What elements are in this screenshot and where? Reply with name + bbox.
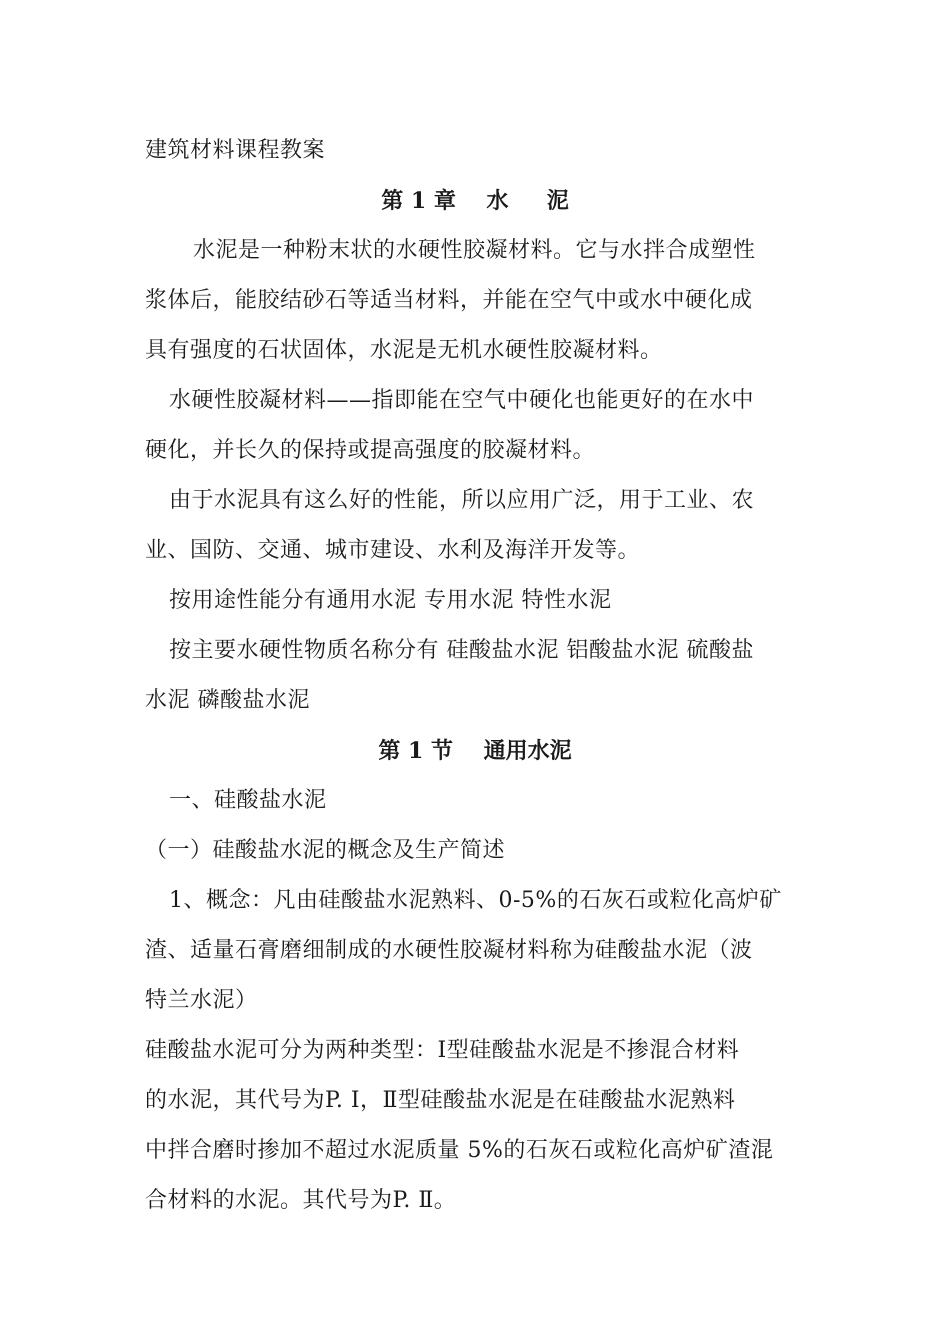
paragraph-line: 1、概念：凡由硅酸盐水泥熟料、0-5%的石灰石或粒化高炉矿 (169, 888, 782, 913)
paragraph-line: 按用途性能分有通用水泥 专用水泥 特性水泥 (169, 588, 612, 613)
paragraph-line: 水泥 磷酸盐水泥 (145, 688, 310, 713)
paragraph-line: 特兰水泥） (145, 988, 258, 1013)
paragraph-line: 具有强度的石状固体，水泥是无机水硬性胶凝材料。 (145, 338, 663, 363)
paragraph-line: 按主要水硬性物质名称分有 硅酸盐水泥 铝酸盐水泥 硫酸盐 (169, 638, 754, 663)
paragraph-line: 水硬性胶凝材料——指即能在空气中硬化也能更好的在水中 (169, 388, 755, 413)
paragraph-line: 业、国防、交通、城市建设、水利及海洋开发等。 (145, 538, 641, 563)
section-heading: 第 1 节 通用水泥 (378, 738, 572, 764)
subsection-heading: （一）硅酸盐水泥的概念及生产简述 (145, 838, 506, 863)
paragraph-line: 渣、适量石膏磨细制成的水硬性胶凝材料称为硅酸盐水泥（波 (145, 938, 753, 963)
paragraph-line: 合材料的水泥。其代号为P. Ⅱ。 (145, 1188, 457, 1213)
subsection-heading: 一、硅酸盐水泥 (169, 788, 327, 813)
paragraph-line: 水泥是一种粉末状的水硬性胶凝材料。它与水拌合成塑性 (193, 238, 756, 263)
paragraph-line: 的水泥，其代号为P. Ⅰ，Ⅱ型硅酸盐水泥是在硅酸盐水泥熟料 (145, 1088, 736, 1113)
paragraph-line: 中拌合磨时掺加不超过水泥质量 5%的石灰石或粒化高炉矿渣混 (145, 1138, 774, 1163)
chapter-heading: 第 1 章 水 泥 (381, 188, 569, 214)
paragraph-line: 硅酸盐水泥可分为两种类型：Ⅰ型硅酸盐水泥是不掺混合材料 (145, 1038, 740, 1063)
paragraph-line: 浆体后，能胶结砂石等适当材料，并能在空气中或水中硬化成 (145, 288, 753, 313)
paragraph-line: 硬化，并长久的保持或提高强度的胶凝材料。 (145, 438, 596, 463)
paragraph-line: 由于水泥具有这么好的性能，所以应用广泛，用于工业、农 (169, 488, 755, 513)
document-title: 建筑材料课程教案 (145, 138, 326, 163)
